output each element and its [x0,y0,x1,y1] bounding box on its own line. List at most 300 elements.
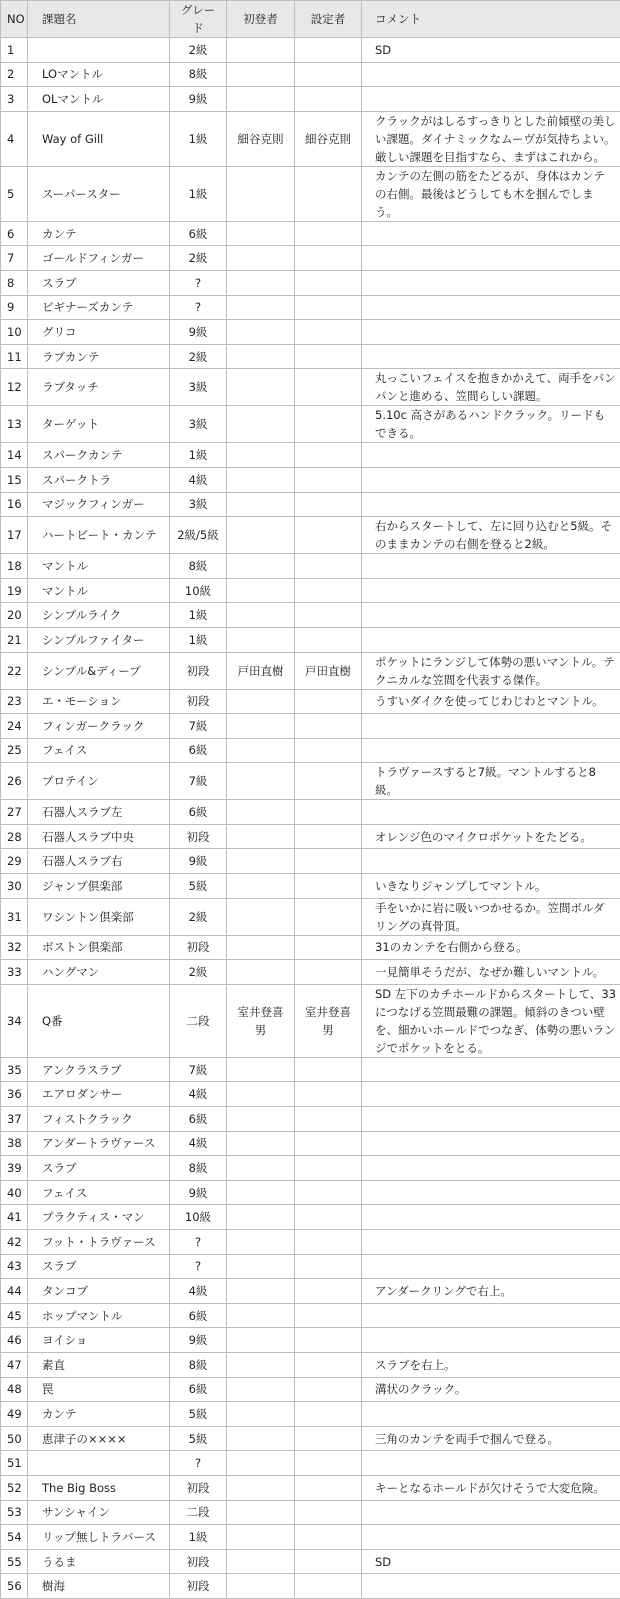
cell-name: スパークトラ [28,467,170,492]
cell-first-ascent [227,295,295,320]
table-row [1,652,620,689]
cell-name: ラブカンテ [28,344,170,369]
cell-name: グリコ [28,320,170,345]
header-no: NO [1,1,28,38]
cell-first-ascent [227,38,295,63]
header-comment: コメント [362,1,620,38]
cell-first-ascent [227,849,295,874]
cell-name: カンテ [28,221,170,246]
cell-first-ascent [227,1525,295,1550]
cell-grade: 4級 [170,467,227,492]
cell-name: 石器人スラブ中央 [28,824,170,849]
cell-comment: アンダークリングで右上。 [362,1279,620,1304]
cell-grade: 5級 [170,1426,227,1451]
table-row [1,1352,620,1377]
table-row [1,1205,620,1230]
cell-grade: 初段 [170,689,227,714]
cell-setter [295,1377,362,1402]
cell-name: スーパースター [28,166,170,221]
cell-no: 15 [1,467,28,492]
cell-comment [362,87,620,112]
cell-setter [295,1279,362,1304]
cell-first-ascent [227,1377,295,1402]
cell-comment: クラックがはしるすっきりとした前傾壁の美しい課題。ダイナミックなムーヴが気持ちよい。厳しい課題を目指すなら、まずはこれから。 [362,111,620,166]
table-row [1,763,620,800]
table-row [1,270,620,295]
table-row [1,1082,620,1107]
table-row [1,1279,620,1304]
cell-first-ascent: 細谷克則 [227,111,295,166]
cell-no: 39 [1,1156,28,1181]
table-row [1,1057,620,1082]
cell-comment [362,1328,620,1353]
cell-grade: ? [170,270,227,295]
cell-setter [295,1574,362,1599]
table-row [1,824,620,849]
cell-name: Q番 [28,984,170,1057]
cell-no: 26 [1,763,28,800]
cell-first-ascent [227,1402,295,1427]
cell-grade: ? [170,1254,227,1279]
cell-setter [295,800,362,825]
cell-no: 36 [1,1082,28,1107]
cell-comment [362,1082,620,1107]
cell-setter: 戸田直樹 [295,652,362,689]
cell-grade: 4級 [170,1082,227,1107]
cell-comment: オレンジ色のマイクロポケットをたどる。 [362,824,620,849]
cell-grade: 9級 [170,320,227,345]
cell-no: 35 [1,1057,28,1082]
cell-setter [295,492,362,517]
cell-no: 11 [1,344,28,369]
table-row [1,898,620,935]
cell-setter [295,849,362,874]
table-row [1,554,620,579]
cell-grade: ? [170,1230,227,1255]
cell-setter: 細谷克則 [295,111,362,166]
cell-setter [295,689,362,714]
cell-setter [295,738,362,763]
cell-no: 21 [1,627,28,652]
cell-comment [362,738,620,763]
cell-name: マントル [28,554,170,579]
cell-comment: SD 左下のカチホールドからスタートして、33につなげる笠間最難の課題。傾斜のきつい壁を、細かいホールドでつなぎ、体勢の悪いランジでポケットをとる。 [362,984,620,1057]
cell-no: 7 [1,246,28,271]
cell-grade: 6級 [170,1107,227,1132]
cell-first-ascent [227,166,295,221]
cell-setter [295,898,362,935]
cell-first-ascent [227,1328,295,1353]
cell-name: ハングマン [28,960,170,985]
table-row [1,1574,620,1599]
cell-name: リップ無しトラバース [28,1525,170,1550]
cell-no: 2 [1,62,28,87]
cell-no: 22 [1,652,28,689]
cell-comment: SD [362,1549,620,1574]
cell-first-ascent [227,603,295,628]
cell-no: 23 [1,689,28,714]
cell-comment [362,800,620,825]
cell-setter [295,1352,362,1377]
cell-name: マジックフィンガー [28,492,170,517]
cell-setter [295,1082,362,1107]
cell-first-ascent [227,1180,295,1205]
cell-first-ascent [227,1254,295,1279]
cell-no: 25 [1,738,28,763]
cell-grade: 5級 [170,874,227,899]
header-setter: 設定者 [295,1,362,38]
cell-setter [295,603,362,628]
cell-first-ascent [227,1057,295,1082]
table-row [1,1156,620,1181]
cell-no: 50 [1,1426,28,1451]
cell-comment [362,1057,620,1082]
cell-comment: うすいダイクを使ってじわじわとマントル。 [362,689,620,714]
cell-first-ascent [227,1131,295,1156]
cell-name: タンコブ [28,1279,170,1304]
cell-no: 43 [1,1254,28,1279]
cell-comment: トラヴァースすると7級。マントルすると8級。 [362,763,620,800]
cell-setter [295,1402,362,1427]
cell-first-ascent [227,246,295,271]
cell-name [28,1451,170,1476]
cell-setter: 室井登喜男 [295,984,362,1057]
cell-name: ホップマントル [28,1303,170,1328]
cell-name: シンプルライク [28,603,170,628]
table-row [1,1131,620,1156]
cell-name: スラブ [28,1254,170,1279]
table-row [1,467,620,492]
cell-first-ascent [227,1156,295,1181]
table-row [1,960,620,985]
cell-first-ascent [227,467,295,492]
table-row [1,344,620,369]
table-row [1,1451,620,1476]
cell-name: 素直 [28,1352,170,1377]
cell-first-ascent [227,627,295,652]
cell-grade: 初段 [170,1574,227,1599]
cell-no: 51 [1,1451,28,1476]
cell-name: エ・モーション [28,689,170,714]
table-row [1,800,620,825]
cell-grade: 初段 [170,1549,227,1574]
cell-name: プロテイン [28,763,170,800]
cell-no: 3 [1,87,28,112]
cell-first-ascent: 室井登喜男 [227,984,295,1057]
header-grade: グレード [170,1,227,38]
cell-grade: 10級 [170,1205,227,1230]
cell-grade: 6級 [170,1377,227,1402]
table-row [1,714,620,739]
cell-first-ascent [227,443,295,468]
table-row [1,406,620,443]
cell-comment: 一見簡単そうだが、なぜか難しいマントル。 [362,960,620,985]
cell-first-ascent [227,1549,295,1574]
cell-comment [362,554,620,579]
cell-name: スラブ [28,1156,170,1181]
cell-no: 24 [1,714,28,739]
cell-name: ターゲット [28,406,170,443]
cell-no: 29 [1,849,28,874]
table-row [1,1107,620,1132]
cell-name: シンプルファイター [28,627,170,652]
cell-no: 33 [1,960,28,985]
cell-no: 34 [1,984,28,1057]
cell-comment [362,320,620,345]
table-row [1,1402,620,1427]
table-row [1,517,620,554]
cell-name: シンプル&ディープ [28,652,170,689]
cell-comment: 右からスタートして、左に回り込むと5級。そのままカンテの右側を登ると2級。 [362,517,620,554]
cell-name: ワシントン倶楽部 [28,898,170,935]
cell-no: 20 [1,603,28,628]
cell-setter [295,578,362,603]
cell-no: 40 [1,1180,28,1205]
cell-no: 37 [1,1107,28,1132]
cell-first-ascent [227,1475,295,1500]
cell-setter [295,517,362,554]
cell-no: 17 [1,517,28,554]
table-row [1,1475,620,1500]
table-row [1,1525,620,1550]
cell-comment [362,295,620,320]
cell-grade: 5級 [170,1402,227,1427]
table-row [1,1254,620,1279]
cell-grade: 8級 [170,1352,227,1377]
cell-comment [362,443,620,468]
cell-grade: 初段 [170,935,227,960]
cell-grade: 6級 [170,1303,227,1328]
cell-comment [362,1525,620,1550]
cell-no: 53 [1,1500,28,1525]
cell-no: 19 [1,578,28,603]
cell-comment: ポケットにランジして体勢の悪いマントル。テクニカルな笠間を代表する傑作。 [362,652,620,689]
cell-no: 41 [1,1205,28,1230]
cell-first-ascent [227,221,295,246]
cell-grade: 2級 [170,38,227,63]
cell-no: 8 [1,270,28,295]
cell-no: 28 [1,824,28,849]
cell-comment [362,1131,620,1156]
cell-name: The Big Boss [28,1475,170,1500]
table-row [1,1303,620,1328]
cell-grade: 1級 [170,603,227,628]
cell-comment [362,627,620,652]
cell-comment: 5.10c 高さがあるハンドクラック。リードもできる。 [362,406,620,443]
cell-setter [295,1230,362,1255]
cell-first-ascent [227,492,295,517]
cell-grade: 二段 [170,984,227,1057]
table-row [1,1230,620,1255]
cell-first-ascent [227,1205,295,1230]
cell-setter [295,38,362,63]
cell-name: 罠 [28,1377,170,1402]
cell-comment [362,1230,620,1255]
cell-no: 52 [1,1475,28,1500]
cell-name: Way of Gill [28,111,170,166]
cell-first-ascent [227,898,295,935]
cell-name: カンテ [28,1402,170,1427]
cell-grade: 2級 [170,960,227,985]
cell-no: 30 [1,874,28,899]
cell-grade: 8級 [170,62,227,87]
cell-grade: 初段 [170,824,227,849]
cell-setter [295,874,362,899]
cell-setter [295,87,362,112]
cell-comment [362,62,620,87]
table-row [1,369,620,406]
cell-no: 1 [1,38,28,63]
cell-setter [295,344,362,369]
cell-no: 9 [1,295,28,320]
table-row [1,166,620,221]
cell-first-ascent [227,1451,295,1476]
cell-first-ascent [227,824,295,849]
table-row [1,935,620,960]
cell-no: 31 [1,898,28,935]
cell-comment [362,1254,620,1279]
cell-setter [295,627,362,652]
cell-first-ascent [227,689,295,714]
cell-name: フィンガークラック [28,714,170,739]
cell-grade: 9級 [170,87,227,112]
cell-first-ascent [227,270,295,295]
cell-grade: 4級 [170,1131,227,1156]
cell-setter [295,935,362,960]
cell-setter [295,1303,362,1328]
table-row [1,1328,620,1353]
cell-grade: 1級 [170,1525,227,1550]
table-body [1,38,620,1599]
cell-name: OLマントル [28,87,170,112]
cell-setter [295,1500,362,1525]
table-row [1,1180,620,1205]
cell-comment [362,344,620,369]
table-row [1,38,620,63]
cell-comment: キーとなるホールドが欠けそうで大変危険。 [362,1475,620,1500]
cell-setter [295,295,362,320]
cell-first-ascent [227,344,295,369]
cell-name: ハートビート・カンテ [28,517,170,554]
cell-grade: 9級 [170,1328,227,1353]
cell-comment: 丸っこいフェイスを抱きかかえて、両手をパンパンと進める、笠間らしい課題。 [362,369,620,406]
cell-comment: カンテの左側の筋をたどるが、身体はカンテの右側。最後はどうしても木を掴んでしまう。 [362,166,620,221]
cell-grade: 初段 [170,1475,227,1500]
cell-name: ボストン倶楽部 [28,935,170,960]
cell-first-ascent [227,554,295,579]
cell-comment [362,246,620,271]
cell-name: フット・トラヴァース [28,1230,170,1255]
cell-first-ascent [227,960,295,985]
cell-setter [295,1156,362,1181]
cell-grade: 3級 [170,492,227,517]
cell-no: 54 [1,1525,28,1550]
cell-grade: 1級 [170,627,227,652]
cell-comment: 31のカンテを右側から登る。 [362,935,620,960]
cell-no: 46 [1,1328,28,1353]
cell-first-ascent [227,763,295,800]
cell-first-ascent [227,874,295,899]
cell-first-ascent [227,714,295,739]
cell-no: 14 [1,443,28,468]
cell-no: 32 [1,935,28,960]
cell-setter [295,320,362,345]
cell-grade: 3級 [170,406,227,443]
cell-setter [295,1205,362,1230]
cell-grade: 2級 [170,344,227,369]
cell-first-ascent [227,1303,295,1328]
table-row [1,1500,620,1525]
cell-setter [295,467,362,492]
cell-setter [295,763,362,800]
cell-comment: 溝状のクラック。 [362,1377,620,1402]
cell-grade: 2級 [170,246,227,271]
cell-grade: 6級 [170,738,227,763]
cell-setter [295,714,362,739]
cell-name: スラブ [28,270,170,295]
cell-first-ascent [227,1279,295,1304]
cell-comment [362,1107,620,1132]
table-row [1,738,620,763]
cell-no: 45 [1,1303,28,1328]
cell-first-ascent [227,738,295,763]
cell-comment [362,1574,620,1599]
cell-name: フェイス [28,738,170,763]
cell-comment [362,1402,620,1427]
table-row [1,492,620,517]
cell-grade: 6級 [170,800,227,825]
table-row [1,849,620,874]
cell-grade: 6級 [170,221,227,246]
cell-comment [362,849,620,874]
cell-name: 樹海 [28,1574,170,1599]
cell-grade: 3級 [170,369,227,406]
cell-grade: 2級/5級 [170,517,227,554]
cell-name: サンシャイン [28,1500,170,1525]
cell-no: 4 [1,111,28,166]
cell-first-ascent [227,1352,295,1377]
cell-first-ascent [227,517,295,554]
cell-setter [295,246,362,271]
cell-setter [295,406,362,443]
cell-comment [362,1451,620,1476]
cell-setter [295,1107,362,1132]
cell-first-ascent [227,1500,295,1525]
cell-name: ヨイショ [28,1328,170,1353]
table-row [1,111,620,166]
cell-comment [362,492,620,517]
table-row [1,87,620,112]
cell-setter [295,1451,362,1476]
cell-comment [362,1205,620,1230]
cell-comment [362,603,620,628]
table-row [1,443,620,468]
cell-no: 56 [1,1574,28,1599]
table-row [1,1549,620,1574]
cell-name: ビギナーズカンテ [28,295,170,320]
cell-first-ascent [227,369,295,406]
cell-comment [362,221,620,246]
cell-setter [295,1057,362,1082]
table-row [1,246,620,271]
cell-comment [362,1156,620,1181]
table-row [1,295,620,320]
table-row [1,1377,620,1402]
cell-comment [362,714,620,739]
table-row [1,320,620,345]
cell-setter [295,1180,362,1205]
cell-grade: 8級 [170,1156,227,1181]
